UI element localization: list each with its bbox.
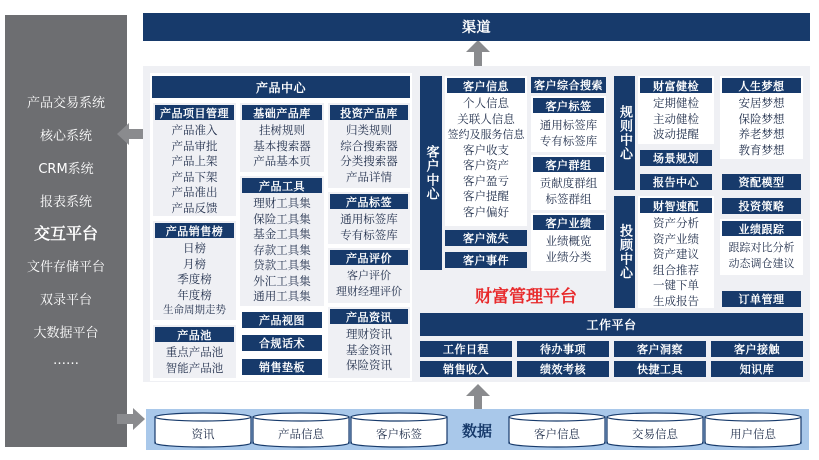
sales-revenue-title: 销售收入 <box>420 361 512 377</box>
cylinder-label: 资讯 <box>191 427 215 441</box>
perf-tracking-title: 业绩跟踪 <box>722 221 801 236</box>
customer-insight-title: 客户洞察 <box>614 341 706 357</box>
product-view-title: 产品视图 <box>242 312 322 328</box>
list-item: 保险资讯 <box>346 358 392 372</box>
list-item: 客户资产 <box>463 158 509 172</box>
list-item: 个人信息 <box>463 96 509 110</box>
list-item: 产品下架 <box>171 169 218 184</box>
product-review-list <box>328 268 410 299</box>
sidebar-item-dual-recording: 双录平台 <box>39 293 92 308</box>
list-item: 综合搜索器 <box>340 138 398 153</box>
customer-events-title: 客户事件 <box>445 252 527 268</box>
list-item: 资产分析 <box>653 216 699 230</box>
order-mgmt-title: 订单管理 <box>722 291 801 307</box>
list-item: 理财经理评价 <box>336 284 402 298</box>
list-item: 理财工具集 <box>253 196 311 210</box>
list-item: 教育梦想 <box>738 142 785 157</box>
list-item: 基金资讯 <box>346 342 392 357</box>
list-item: 通用标签库 <box>539 118 598 132</box>
list-item: 主动健检 <box>653 111 699 126</box>
list-item: 理财资讯 <box>346 327 392 341</box>
cylinder-label: 客户标签 <box>376 427 422 441</box>
customer-info-list <box>443 96 529 220</box>
customer-performance-title: 客户业绩 <box>533 215 604 230</box>
list-item: 专有标签库 <box>340 227 398 242</box>
list-item: 一键下单 <box>653 278 699 292</box>
list-item: 产品反馈 <box>171 200 218 215</box>
list-item: 挂树规则 <box>259 123 305 137</box>
perf-tracking-list <box>720 240 803 271</box>
quick-tools-title: 快捷工具 <box>614 361 706 377</box>
list-item: 签约及服务信息 <box>447 128 525 141</box>
sidebar-item-more: …… <box>53 353 79 368</box>
list-item: 业绩分类 <box>545 249 592 264</box>
cylinder-label: 客户信息 <box>534 427 580 441</box>
list-item: 月榜 <box>183 256 206 271</box>
work-platform-title: 工作平台 <box>420 313 803 336</box>
sales-rank-list <box>153 241 236 319</box>
customer-contact-title: 客户接触 <box>711 341 803 357</box>
customer-info-title: 客户信息 <box>447 78 525 93</box>
product-tags-title: 产品标签 <box>330 194 408 209</box>
list-item: 基金工具集 <box>253 227 311 241</box>
list-item: 专有标签库 <box>539 133 598 148</box>
list-item: 通用标签库 <box>340 212 398 226</box>
life-dream-list <box>720 96 803 158</box>
smart-config-title: 财智速配 <box>640 198 712 213</box>
cylinder-label: 产品信息 <box>278 427 324 441</box>
list-item: 跟踪对比分析 <box>728 241 795 254</box>
list-item: 波动提醒 <box>653 127 699 141</box>
list-item: 产品准出 <box>171 185 218 199</box>
asset-model-title: 资配模型 <box>722 174 801 190</box>
invest-lib-title: 投资产品库 <box>330 105 408 120</box>
product-news-title: 产品资讯 <box>330 309 408 324</box>
list-item: 生成报告 <box>653 293 699 308</box>
up-arrow-icon <box>466 40 490 66</box>
list-item: 日榜 <box>183 241 206 255</box>
product-tools-title: 产品工具 <box>242 178 322 193</box>
list-item: 业绩概览 <box>545 234 592 248</box>
list-item: 客户收支 <box>463 142 509 157</box>
invest-lib-list <box>330 123 408 185</box>
list-item: 产品准入 <box>171 123 218 137</box>
scene-planning-title: 场景规划 <box>640 150 712 166</box>
sidebar-item-core-system: 核心系统 <box>39 129 92 144</box>
list-item: 保险工具集 <box>253 211 311 226</box>
wealth-check-title: 财富健检 <box>640 78 712 93</box>
list-item: 生命周期走势 <box>163 304 226 316</box>
sales-rank-title: 产品销售榜 <box>155 223 234 238</box>
customer-center-label: 客户中心 <box>420 76 442 270</box>
product-project-list <box>155 123 234 216</box>
advisor-center-label: 投顾中心 <box>614 196 635 308</box>
list-item: 关联人信息 <box>457 111 515 126</box>
list-item: 贡献度群组 <box>539 176 598 190</box>
list-item: 外汇工具集 <box>253 273 311 288</box>
list-item: 贷款工具集 <box>253 258 311 272</box>
performance-review-title: 绩效考核 <box>517 361 609 377</box>
systems-sidebar <box>5 15 127 447</box>
compliance-talk-title: 合规话术 <box>242 335 322 351</box>
list-item: 保险梦想 <box>738 111 785 126</box>
cylinder-label: 用户信息 <box>730 427 776 441</box>
customer-performance-list <box>531 234 606 265</box>
list-item: 资产业绩 <box>653 231 699 246</box>
up-arrow-icon <box>466 384 490 410</box>
list-item: 基本搜索器 <box>253 138 311 153</box>
list-item: 定期健检 <box>653 96 699 110</box>
product-project-title: 产品项目管理 <box>155 105 234 120</box>
product-review-title: 产品评价 <box>330 250 408 265</box>
customer-groups-list <box>531 176 606 207</box>
list-item: 资产建议 <box>653 247 699 261</box>
list-item: 归类规则 <box>346 123 392 137</box>
rules-center-label: 规则中心 <box>614 76 635 190</box>
list-item: 安居梦想 <box>738 96 785 110</box>
report-center-title: 报告中心 <box>640 174 712 190</box>
product-pool-list <box>155 345 234 376</box>
sidebar-item-file-storage: 文件存储平台 <box>26 260 105 275</box>
sales-pad-title: 销售垫板 <box>242 359 322 375</box>
list-item: 客户盈亏 <box>463 173 509 188</box>
todo-title: 待办事项 <box>517 341 609 357</box>
product-center-title: 产品中心 <box>152 76 410 98</box>
life-dream-title: 人生梦想 <box>722 78 801 93</box>
list-item: 客户评价 <box>347 269 391 282</box>
list-item: 智能产品池 <box>165 360 224 375</box>
base-lib-title: 基础产品库 <box>242 105 322 120</box>
list-item: 客户提醒 <box>463 189 509 203</box>
work-schedule-title: 工作日程 <box>420 341 512 357</box>
product-tools-list <box>242 196 322 305</box>
list-item: 产品基本页 <box>253 154 311 168</box>
product-news-list <box>330 327 408 374</box>
invest-strategy-title: 投资策略 <box>722 198 801 214</box>
list-item: 客户偏好 <box>463 204 509 219</box>
list-item: 年度榜 <box>177 287 212 302</box>
sidebar-item-big-data: 大数据平台 <box>33 326 99 341</box>
smart-config-list <box>638 216 714 309</box>
cylinder-label: 交易信息 <box>632 427 678 441</box>
list-item: 产品审批 <box>171 138 218 153</box>
platform-title: 财富管理平台 <box>475 287 577 307</box>
sidebar-item-interaction-platform: 交互平台 <box>33 224 98 243</box>
product-tags-list <box>330 212 408 243</box>
right-arrow-icon <box>117 406 147 432</box>
list-item: 通用工具集 <box>253 289 311 303</box>
base-lib-list <box>242 123 322 170</box>
list-item: 分类搜索器 <box>340 154 398 168</box>
sidebar-item-report-system: 报表系统 <box>39 195 92 210</box>
data-bar-label: 数据 <box>461 422 492 440</box>
customer-tags-title: 客户标签 <box>533 98 604 113</box>
product-pool-title: 产品池 <box>155 327 234 342</box>
list-item: 存款工具集 <box>253 242 311 257</box>
list-item: 产品上架 <box>171 154 218 168</box>
wealth-check-list <box>638 96 714 143</box>
list-item: 动态调仓建议 <box>728 256 795 270</box>
list-item: 组合推荐 <box>653 262 699 277</box>
list-item: 养老梦想 <box>738 127 785 141</box>
customer-tags-list <box>531 118 606 149</box>
customer-groups-title: 客户群组 <box>533 157 604 172</box>
sidebar-item-crm: CRM系统 <box>38 162 94 177</box>
customer-churn-title: 客户流失 <box>445 230 527 246</box>
list-item: 重点产品池 <box>165 345 224 359</box>
customer-search-title: 客户综合搜索 <box>531 77 606 93</box>
channel-bar: 渠道 <box>143 13 810 41</box>
knowledge-base-title: 知识库 <box>711 361 803 377</box>
list-item: 标签群组 <box>545 191 592 206</box>
list-item: 产品详情 <box>346 169 392 184</box>
list-item: 季度榜 <box>177 272 212 286</box>
sidebar-item-product-trading: 产品交易系统 <box>26 96 105 111</box>
